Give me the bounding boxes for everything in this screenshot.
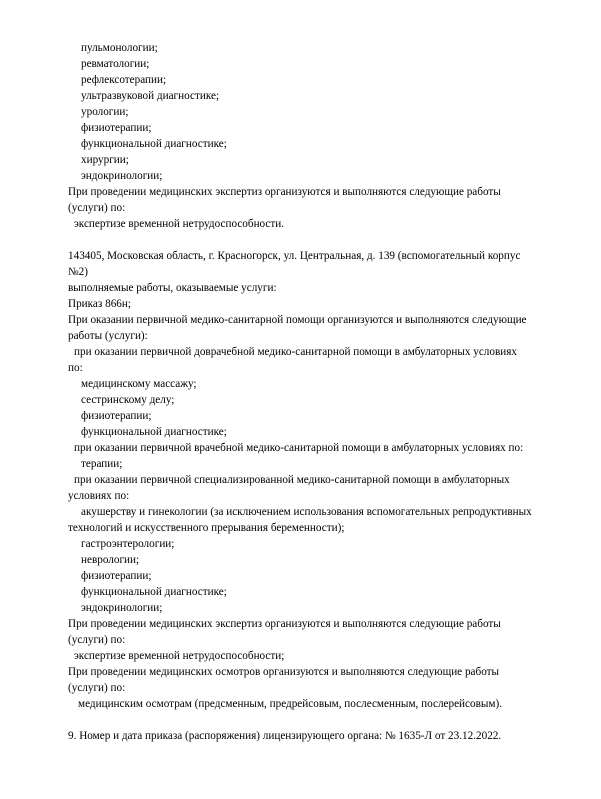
list-item: функциональной диагностике; (81, 138, 227, 150)
list-item: экспертизе временной нетрудоспособности. (74, 218, 285, 230)
list-item: технологий и искусственного прерывания беременности); (68, 522, 345, 534)
list-item: урологии; (81, 106, 129, 118)
paragraph-line: При проведении медицинских экспертиз организуются и выполняются следующие работы (68, 186, 501, 198)
list-item: физиотерапии; (81, 570, 152, 582)
subheading-line: при оказании первичной врачебной медико-санитарной помощи в амбулаторных условиях по: (74, 442, 524, 454)
list-item: акушерству и гинекологии (за исключением использования вспомогательных репродуктивных (81, 506, 532, 518)
list-item: рефлексотерапии; (81, 74, 167, 86)
list-item: ревматологии; (81, 58, 150, 70)
paragraph-line: При проведении медицинских экспертиз организуются и выполняются следующие работы (68, 618, 501, 630)
paragraph-line: (услуги) по: (68, 682, 126, 694)
list-item: терапии; (81, 458, 123, 470)
subheading-line: при оказании первичной доврачебной медико-санитарной помощи в амбулаторных условиях (74, 346, 517, 358)
list-item: сестринскому делу; (81, 394, 175, 406)
paragraph-line: При оказании первичной медико-санитарной помощи организуются и выполняются следующие (68, 314, 527, 326)
list-item: медицинскому массажу; (81, 378, 197, 390)
subheading-line: условиях по: (68, 490, 130, 502)
paragraph-line: работы (услуги): (68, 330, 148, 342)
paragraph-line: 9. Номер и дата приказа (распоряжения) лицензирующего органа: № 1635-Л от 23.12.2022. (68, 730, 502, 742)
list-item: физиотерапии; (81, 410, 152, 422)
list-item: медицинским осмотрам (предсменным, предрейсовым, послесменным, послерейсовым). (78, 698, 502, 710)
list-item: эндокринологии; (81, 602, 163, 614)
list-item: эндокринологии; (81, 170, 163, 182)
paragraph-line: (услуги) по: (68, 634, 126, 646)
list-item: гастроэнтерологии; (81, 538, 175, 550)
address-line: №2) (68, 266, 88, 278)
list-item: неврологии; (81, 554, 140, 566)
paragraph-line: (услуги) по: (68, 202, 126, 214)
list-item: функциональной диагностике; (81, 426, 227, 438)
list-item: пульмонологии; (81, 42, 158, 54)
list-item: ультразвуковой диагностике; (81, 90, 220, 102)
subheading-line: по: (68, 362, 83, 374)
paragraph-line: При проведении медицинских осмотров организуются и выполняются следующие работы (68, 666, 500, 678)
list-item: хирургии; (81, 154, 129, 166)
list-item: функциональной диагностике; (81, 586, 227, 598)
list-item: экспертизе временной нетрудоспособности; (74, 650, 285, 662)
list-item: физиотерапии; (81, 122, 152, 134)
subheading-line: при оказании первичной специализированной медико-санитарной помощи в амбулаторных (74, 474, 510, 486)
address-line: 143405, Московская область, г. Красногорск, ул. Центральная, д. 139 (вспомогательный корпус (68, 250, 521, 262)
paragraph-line: Приказ 866н; (68, 298, 131, 310)
paragraph-line: выполняемые работы, оказываемые услуги: (68, 282, 277, 294)
